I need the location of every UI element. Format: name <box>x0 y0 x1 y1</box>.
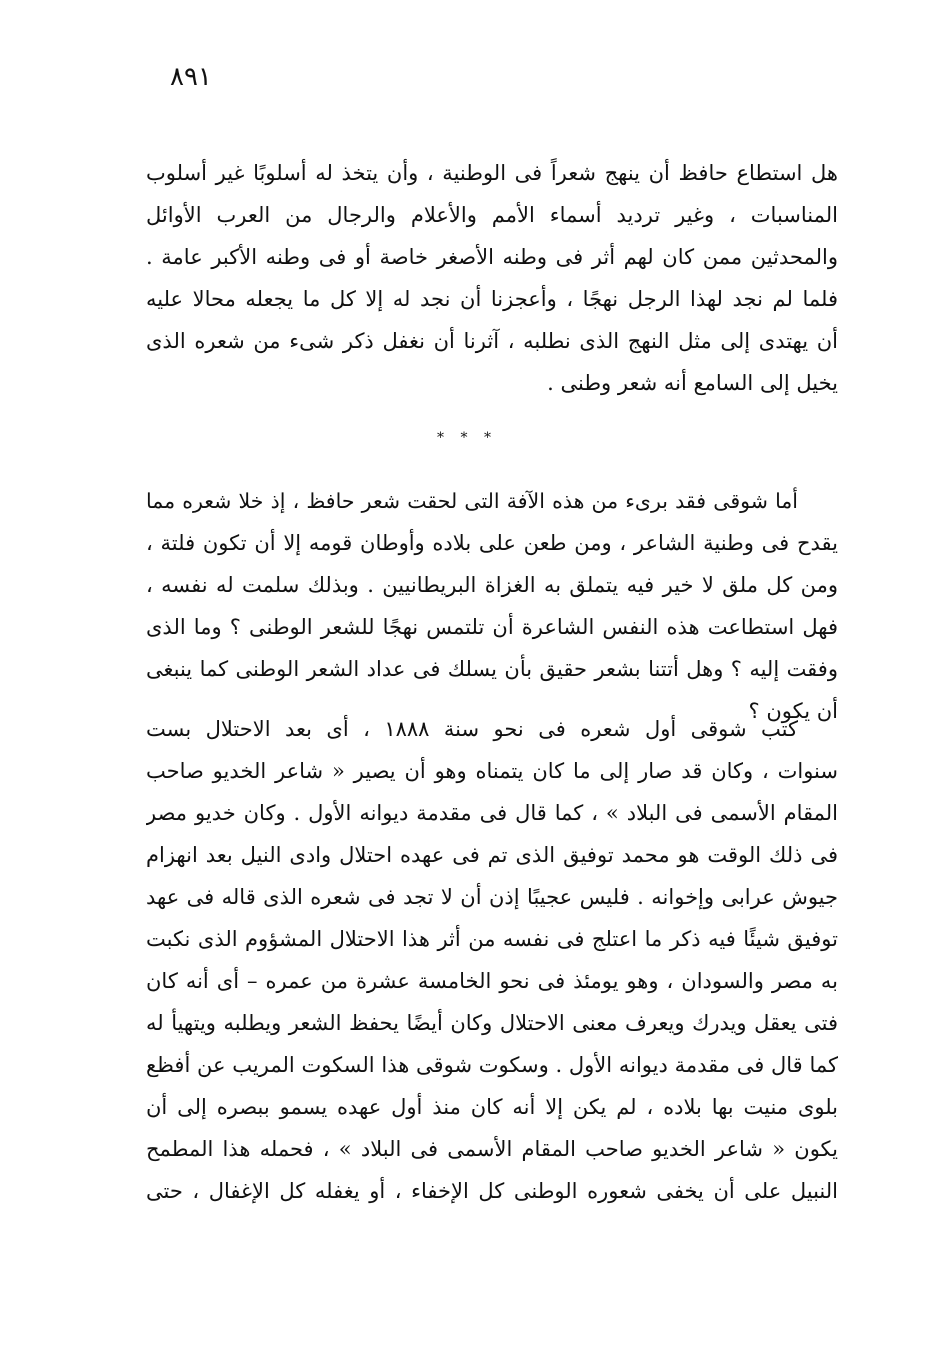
text-line: فى ذلك الوقت هو محمد توفيق الذى تم فى عهده احتلال وادى النيل بعد انهزام <box>146 843 838 867</box>
text-line: أن يكون ؟ <box>748 699 838 723</box>
text-line: المناسبات ، وغير ترديد أسماء الأمم والأعلام والرجال من العرب الأوائل <box>146 203 838 227</box>
text-line: فهل استطاعت هذه النفس الشاعرة أن تلتمس نهجًا للشعر الوطنى ؟ وما الذى <box>146 615 838 639</box>
text-line: سنوات ، وكان قد صار إلى ما كان يتمناه وهو أن يصير « شاعر الخديو صاحب <box>146 759 838 783</box>
text-line: به مصر والسودان ، وهو يومئذ فى نحو الخامسة عشرة من عمره – أى أنه كان <box>146 969 838 993</box>
text-line: فلما لم نجد لهذا الرجل نهجًا ، وأعجزنا أن نجد له إلا كل ما يجعله محالا عليه <box>146 287 838 311</box>
paragraph-3 <box>146 708 838 1212</box>
text-line: فتى يعقل ويدرك ويعرف معنى الاحتلال وكان أيضًا يحفظ الشعر ويطلبه ويتهيأ له <box>146 1011 838 1035</box>
text-line: توفيق شيئًا فيه ذكر ما اعتلج فى نفسه من أثر هذا الاحتلال المشؤوم الذى نكبت <box>146 927 838 951</box>
text-line: وفقت إليه ؟ وهل أتتنا بشعر حقيق بأن يسلك فى عداد الشعر الوطنى كما ينبغى <box>146 657 838 681</box>
paragraph-2 <box>146 480 838 732</box>
text-line: بلوى منيت بها بلاده ، لم يكن إلا أنه كان منذ أول عهده يسمو ببصره إلى أن <box>146 1095 838 1119</box>
text-line: ومن كل ملق لا خير فيه يتملق به الغزاة البريطانيين . وبذلك سلمت له نفسه ، <box>146 573 838 597</box>
text-line: كتب شوقى أول شعره فى نحو سنة ١٨٨٨ ، أى بعد الاحتلال بست <box>146 717 798 741</box>
text-line: أما شوقى فقد برىء من هذه الآفة التى لحقت شعر حافظ ، إذ خلا شعره مما <box>146 489 798 513</box>
text-line: هل استطاع حافظ أن ينهج شعراً فى الوطنية ، وأن يتخذ له أسلوبًا غير أسلوب <box>146 161 838 185</box>
text-line: كما قال فى مقدمة ديوانه الأول . وسكوت شوقى هذا السكوت المريب عن أفظع <box>146 1053 838 1077</box>
text-line: والمحدثين ممن كان لهم أثر فى وطنه الأصغر خاصة أو فى وطنه الأكبر عامة . <box>146 245 838 269</box>
text-line: جيوش عرابى وإخوانه . فليس عجيبًا إذن أن لا تجد فى شعره الذى قاله فى عهد <box>146 885 838 909</box>
section-separator: * * * <box>437 430 497 446</box>
text-line: يكون « شاعر الخديو صاحب المقام الأسمى فى البلاد » ، فحمله هذا المطمح <box>146 1137 838 1161</box>
text-line: النبيل على أن يخفى شعوره الوطنى كل الإخفاء ، أو يغفله كل الإغفال ، حتى <box>146 1179 838 1203</box>
paragraph-1 <box>146 152 838 404</box>
text-line: يخيل إلى السامع أنه شعر وطنى . <box>547 371 838 395</box>
text-line: المقام الأسمى فى البلاد » ، كما قال فى مقدمة ديوانه الأول . وكان خديو مصر <box>146 801 838 825</box>
text-line: يقدح فى وطنية الشاعر ، ومن طعن على بلاده وأوطان قومه إلا أن تكون فلتة ، <box>146 531 838 555</box>
text-line: أن يهتدى إلى مثل النهج الذى نطلبه ، آثرنا أن نغفل ذكر شىء من شعره الذى <box>146 329 838 353</box>
page-number: ٨٩١ <box>170 62 212 92</box>
